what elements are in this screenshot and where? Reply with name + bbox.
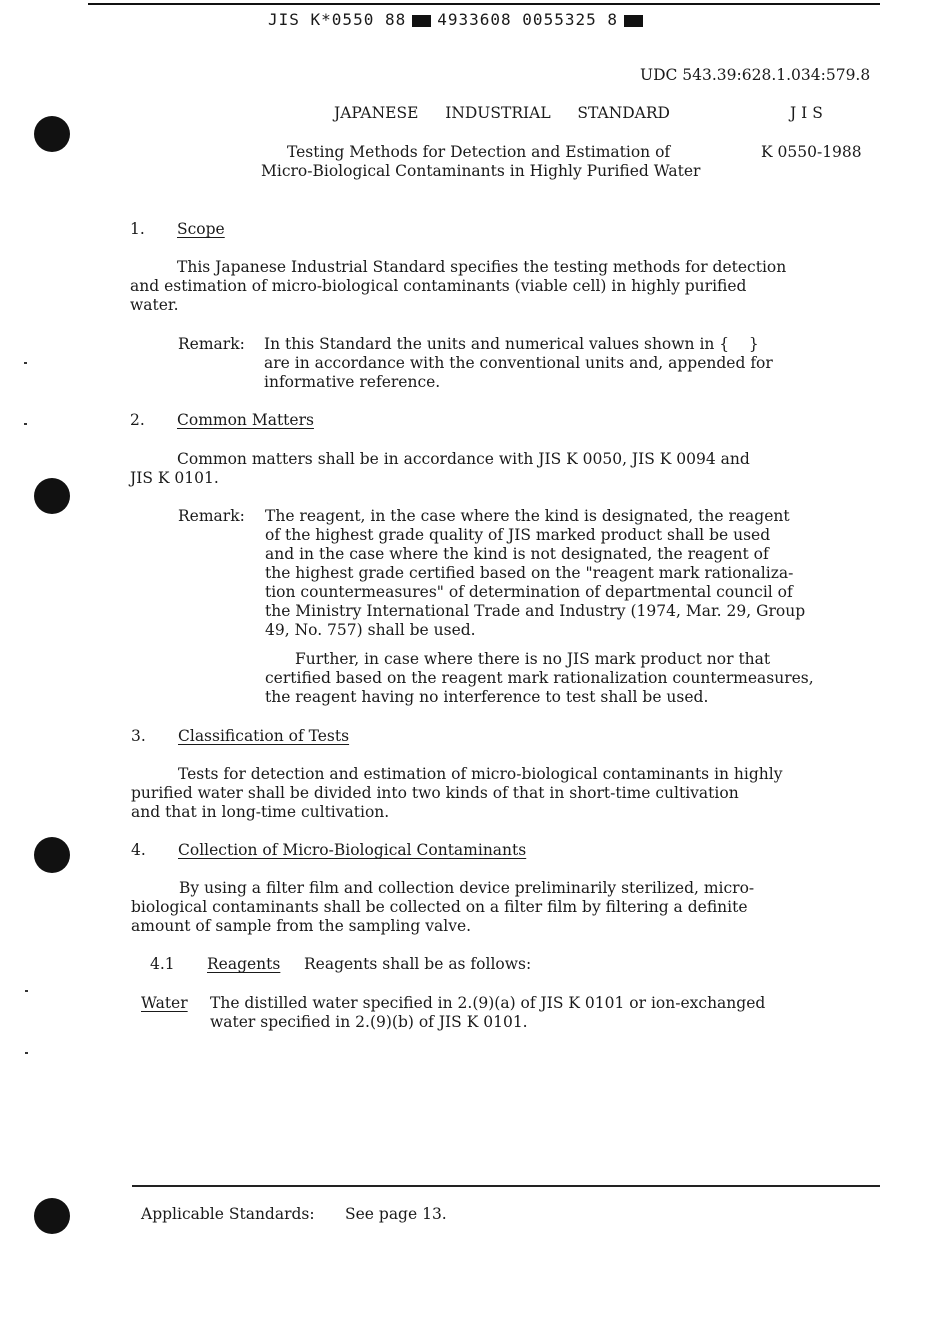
margin-speck [25,1052,28,1054]
section-4-body [131,879,754,936]
water-label: Water [141,994,188,1012]
section-3-body [131,765,783,822]
title-line-2: Micro-Biological Contaminants in Highly Purified Water [261,162,701,180]
line: water. [130,296,179,314]
margin-speck [24,423,27,425]
line: the reagent having no interference to test shall be used. [265,688,709,706]
footer-label: Applicable Standards: [141,1205,315,1223]
punch-hole [34,837,70,873]
document-code-strip [268,10,649,29]
standard-heading: JAPANESE INDUSTRIAL STANDARD [334,104,670,122]
section-1-title: Scope [177,220,225,238]
line: 49, No. 757) shall be used. [265,621,476,639]
line: The reagent, in the case where the kind is designated, the reagent [265,507,790,525]
section-1-remark [264,335,773,392]
section-2-number: 2. [130,411,145,429]
line: Common matters shall be in accordance with JIS K 0050, JIS K 0094 and [177,450,750,468]
line: Tests for detection and estimation of micro-biological contaminants in highly [178,765,783,783]
remark-label: Remark: [178,335,245,353]
jis-mark: J I S [790,104,823,122]
subsection-number: 4.1 [150,955,175,973]
standard-code: K 0550-1988 [761,143,862,161]
code-strip-right: 4933608 0055325 8 [437,10,618,29]
section-2-title: Common Matters [177,411,314,429]
line: certified based on the reagent mark rationalization countermeasures, [265,669,814,687]
section-1-number: 1. [130,220,145,238]
water-definition [210,994,765,1032]
margin-speck [25,990,28,992]
line: JIS K 0101. [130,469,219,487]
line: the Ministry International Trade and Industry (1974, Mar. 29, Group [265,602,806,620]
punch-hole [34,478,70,514]
subsection-text: Reagents shall be as follows: [304,955,532,973]
section-2-body [130,450,750,488]
line: are in accordance with the conventional units and, appended for [264,354,773,372]
section-3-title: Classification of Tests [178,727,350,745]
block-mark [412,15,431,27]
title-line-1: Testing Methods for Detection and Estimation of [287,143,671,161]
line: In this Standard the units and numerical values shown in { } [264,335,759,353]
section-4-number: 4. [131,841,146,859]
line: and in the case where the kind is not designated, the reagent of [265,545,769,563]
footer-rule [132,1185,880,1187]
section-3-number: 3. [131,727,146,745]
line: The distilled water specified in 2.(9)(a) of JIS K 0101 or ion-exchanged [210,994,766,1012]
section-1-body [130,258,786,315]
punch-hole [34,1198,70,1234]
remark-label: Remark: [178,507,245,525]
line: and that in long-time cultivation. [131,803,390,821]
block-mark [624,15,643,27]
line: amount of sample from the sampling valve. [131,917,472,935]
subsection-title: Reagents [207,955,281,973]
top-rule [88,3,880,5]
line: purified water shall be divided into two kinds of that in short-time cultivation [131,784,739,802]
line: Further, in case where there is no JIS mark product nor that [295,650,771,668]
line: This Japanese Industrial Standard specifies the testing methods for detection [177,258,787,276]
line: biological contaminants shall be collected on a filter film by filtering a definite [131,898,748,916]
line: tion countermeasures" of determination of departmental council of [265,583,793,601]
punch-hole [34,116,70,152]
section-2-further [265,650,814,707]
margin-speck [24,362,27,364]
section-4-title: Collection of Micro-Biological Contaminants [178,841,527,859]
code-strip-left: JIS K*0550 88 [268,10,407,29]
line: and estimation of micro-biological contaminants (viable cell) in highly purified [130,277,747,295]
footer-reference: See page 13. [345,1205,447,1223]
section-2-remark [265,507,805,640]
line: informative reference. [264,373,441,391]
line: By using a filter film and collection device preliminarily sterilized, micro- [179,879,755,897]
udc-number: UDC 543.39:628.1.034:579.8 [640,66,871,84]
line: of the highest grade quality of JIS marked product shall be used [265,526,771,544]
line: water specified in 2.(9)(b) of JIS K 0101. [210,1013,528,1031]
line: the highest grade certified based on the "reagent mark rationaliza- [265,564,794,582]
